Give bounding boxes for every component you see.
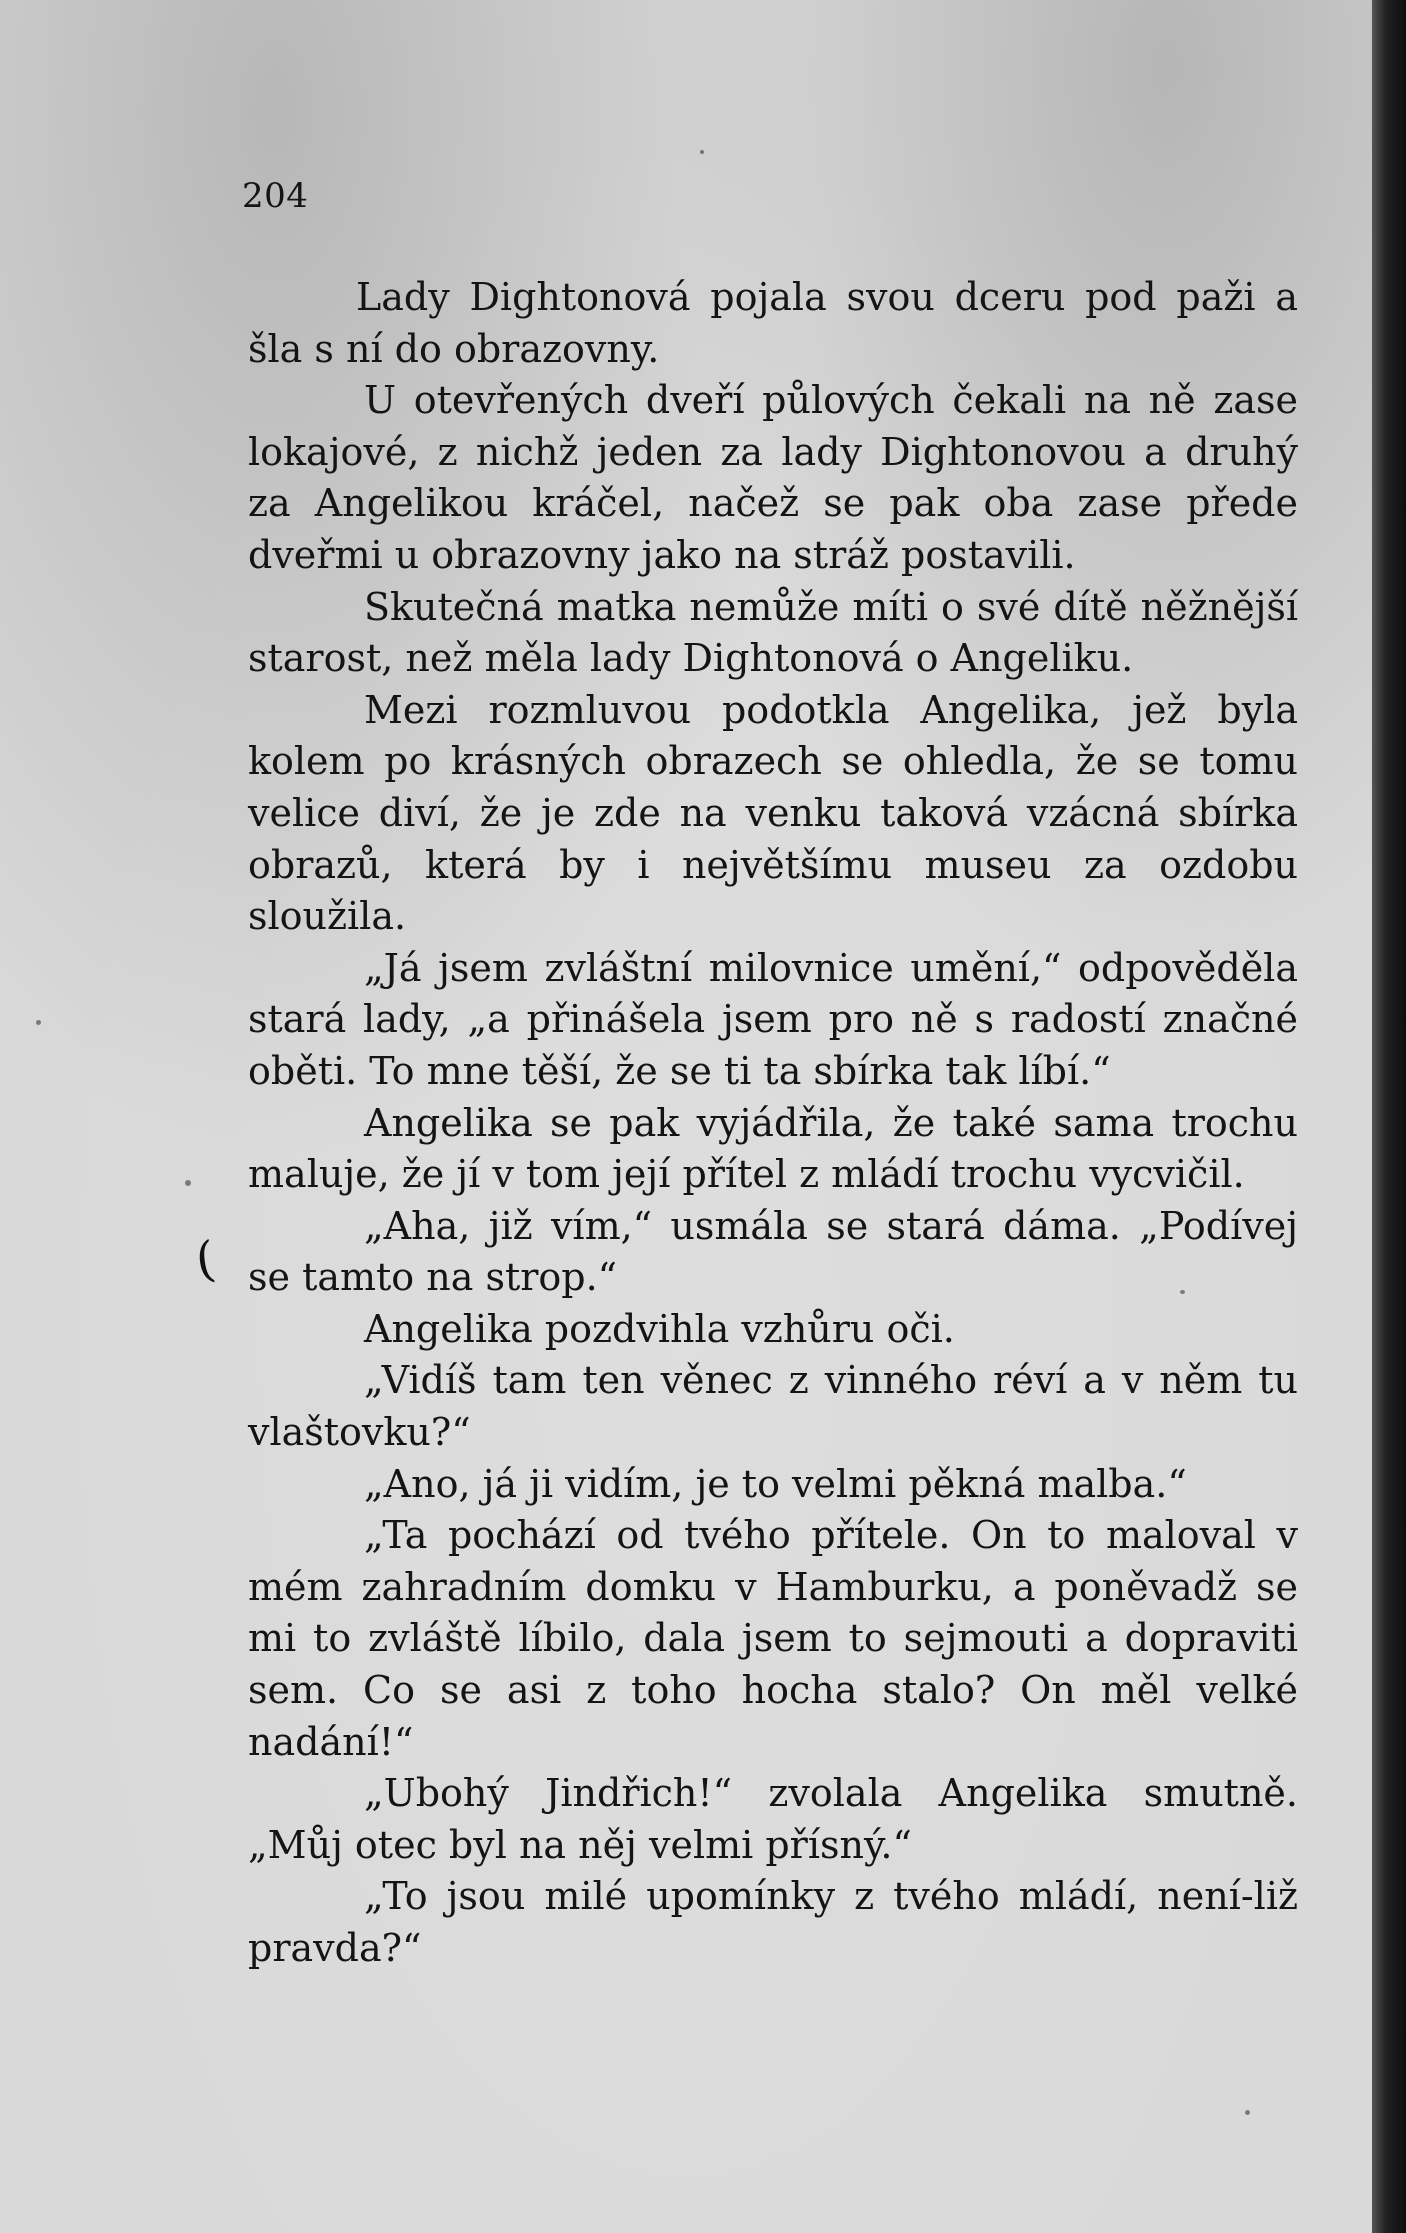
paragraph: Skutečná matka nemůže míti o své dítě něžnější starost, než měla lady Dightonová o Angeliku. [248, 584, 1298, 681]
paragraph: „Ubohý Jindřich!“ zvolala Angelika smutně. „Můj otec byl na něj velmi přísný.“ [248, 1771, 1298, 1867]
margin-pencil-mark: ( [192, 1230, 219, 1290]
paragraph: „Aha, již vím,“ usmála se stará dáma. „Podívej se tamto na strop.“ [248, 1203, 1298, 1300]
paragraph: Angelika pozdvihla vzhůru oči. [364, 1306, 955, 1351]
paragraph: „Vidíš tam ten věnec z vinného réví a v něm tu vlaštovku?“ [248, 1358, 1298, 1455]
page-edge-shadow [1372, 0, 1406, 2233]
paper-speck [1180, 1290, 1185, 1294]
paragraph: „Ta pochází od tvého přítele. On to maloval v mém zahradním domku v Hamburku, a poněvadž se mi to zvláště líbilo, dala jsem to sejmouti a dopraviti sem. Co se asi z toho hocha stalo? On měl velké nadání!“ [248, 1513, 1298, 1764]
paper-speck [185, 1180, 191, 1186]
paragraph: U otevřených dveří půlových čekali na ně zase lokajové, z nichž jeden za lady Dightonovou a druhý za Angelikou kráčel, načež se pak oba zase přede dveřmi u obrazovny jako na stráž postavili. [248, 378, 1298, 577]
paragraph: „Já jsem zvláštní milovnice umění,“ odpověděla stará lady, „a přinášela jsem pro ně s radostí značné oběti. To mne těší, že se ti ta sbírka tak líbí.“ [248, 945, 1298, 1093]
paragraph: Angelika se pak vyjádřila, že také sama trochu maluje, že jí v tom její přítel z mládí trochu vycvičil. [248, 1100, 1298, 1197]
paragraph: Mezi rozmluvou podotkla Angelika, jež byla kolem po krásných obrazech se ohledla, že se tomu velice diví, že je zde na venku taková vzácná sbírka obrazů, která by i největšímu museu za ozdobu sloužila. [248, 687, 1298, 939]
page-body [248, 272, 1298, 1975]
paragraph: „Ano, já ji vidím, je to velmi pěkná malba.“ [364, 1461, 1187, 1506]
paragraph: „To jsou milé upomínky z tvého mládí, není-liž pravda?“ [248, 1874, 1298, 1970]
paper-speck [1245, 2110, 1250, 2115]
paragraph: Lady Dightonová pojala svou dceru pod paži a šla s ní do obrazovny. [248, 275, 1298, 371]
paper-speck [700, 150, 704, 154]
page-number: 204 [242, 176, 309, 216]
paper-speck [36, 1020, 41, 1025]
